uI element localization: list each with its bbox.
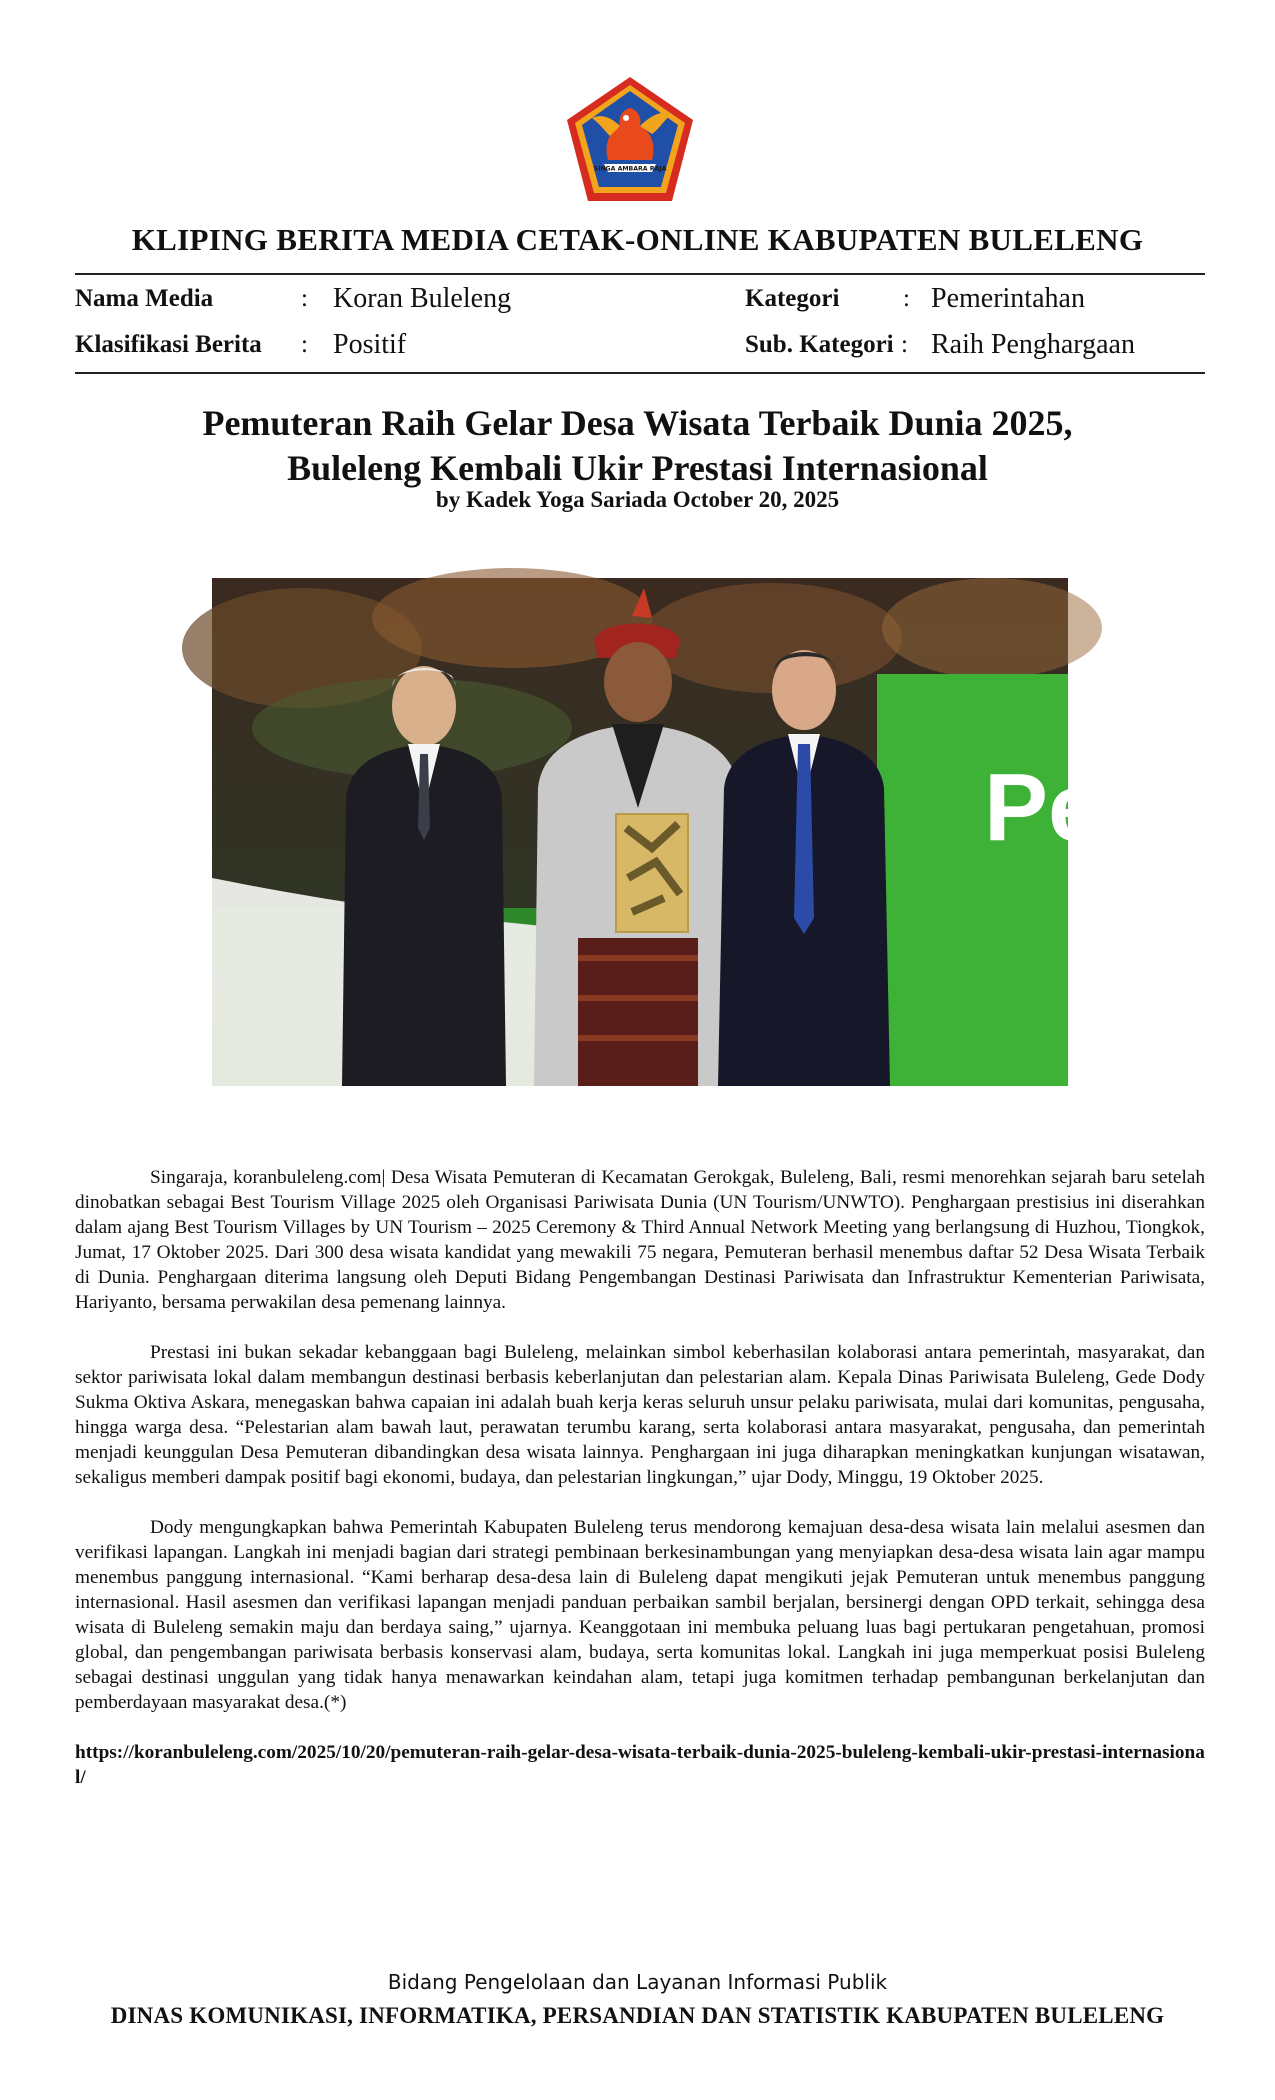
article-paragraph-2: Prestasi ini bukan sekadar kebanggaan bagi Buleleng, melainkan simbol keberhasilan kolaborasi antara pemerintah, masyarakat, dan sektor pariwisata lokal dalam membangun destinasi berbasis keberlanjutan dan pelestarian alam. Kepala Dinas Pariwisata Buleleng, Gede Dody Sukma Oktiva Askara, menegaskan bahwa capaian ini adalah buah kerja keras seluruh unsur pelaku pariwisata, mulai dari komunitas, pengusaha, hingga warga desa. “Pelestarian alam bawah laut, perawatan terumbu karang, serta kolaborasi antara masyarakat, pengusaha, dan pemerintah menjadi keunggulan Desa Pemuteran dibandingkan desa wisata lainnya. Penghargaan ini juga diharapkan meningkatkan kunjungan wisatawan, sekaligus memberi dampak positif bagi ekonomi, budaya, dan pelestarian lingkungan,” ujar Dody, Minggu, 19 Oktober 2025. [75, 1342, 1205, 1488]
kategori-value: Pemerintahan [931, 283, 1085, 314]
media-value: Koran Buleleng [333, 283, 512, 314]
subkategori-label: Sub. Kategori [745, 331, 894, 358]
logo-motto: SINGA AMBARA RAJA [593, 165, 667, 173]
backdrop-screen-text: Pe [984, 754, 1102, 861]
subkategori-colon: : [901, 331, 908, 358]
article-headline-line-2: Buleleng Kembali Ukir Prestasi Internasional [287, 448, 988, 488]
article-paragraph-1: Singaraja, koranbuleleng.com| Desa Wisata Pemuteran di Kecamatan Gerokgak, Buleleng, Bali, resmi menorehkan sejarah baru setelah dinobatkan sebagai Best Tourism Village 2025 oleh Organisasi Pariwisata Dunia (UN Tourism/UNWTO). Penghargaan prestisius ini diserahkan dalam ajang Best Tourism Villages by UN Tourism – 2025 Ceremony & Third Annual Network Meeting yang berlangsung di Huzhou, Tiongkok, Jumat, 17 Oktober 2025. Dari 300 desa wisata kandidat yang mewakili 75 negara, Pemuteran berhasil menembus daftar 52 Desa Wisata Terbaik di Dunia. Penghargaan diterima langsung oleh Deputi Bidang Pengembangan Destinasi Pariwisata dan Infrastruktur Kementerian Pariwisata, Hariyanto, bersama perwakilan desa pemenang lainnya. [75, 1167, 1205, 1313]
media-label: Nama Media [75, 285, 214, 312]
meta-kategori [745, 285, 1205, 319]
klasifikasi-colon: : [301, 331, 308, 358]
article-body [75, 1165, 1205, 1815]
award-ceremony-photo [212, 578, 1102, 1086]
header-bottom-divider [75, 372, 1205, 374]
footer-department: Bidang Pengelolaan dan Layanan Informasi Publik [387, 1970, 888, 1994]
klasifikasi-label: Klasifikasi Berita [75, 331, 262, 358]
kategori-colon: : [903, 285, 910, 312]
document-title: KLIPING BERITA MEDIA CETAK-ONLINE KABUPATEN BULELENG [131, 222, 1144, 257]
header-top-divider [75, 273, 1205, 275]
meta-subkategori [745, 331, 1205, 365]
klasifikasi-value: Positif [333, 329, 407, 360]
subkategori-value: Raih Penghargaan [931, 329, 1135, 360]
article-paragraph-3: Dody mengungkapkan bahwa Pemerintah Kabupaten Buleleng terus mendorong kemajuan desa-desa wisata lain melalui asesmen dan verifikasi lapangan. Langkah ini menjadi bagian dari strategi pembinaan berkesinambungan yang menyiapkan desa-desa wisata lain agar mampu menembus panggung internasional. “Kami berharap desa-desa lain di Buleleng dapat mengikuti jejak Pemuteran untuk menembus panggung internasional. Hasil asesmen dan verifikasi lapangan menjadi panduan perbaikan sambil berjalan, bersinergi dengan OPD terkait, sehingga desa wisata di Buleleng semakin maju dan berdaya saing,” ujarnya. Keanggotaan ini membuka peluang luas bagi pertukaran pengetahuan, promosi global, dan pengembangan pariwisata berbasis konservasi alam, budaya, serta komunitas lokal. Langkah ini juga memperkuat posisi Buleleng sebagai destinasi unggulan yang tidak hanya menawarkan keindahan alam, tetapi juga komitmen terhadap pembangunan berkelanjutan dan pemberdayaan masyarakat desa.(*) [75, 1517, 1205, 1713]
kategori-label: Kategori [745, 285, 840, 312]
media-colon: : [301, 285, 308, 312]
meta-media [75, 285, 575, 319]
article-headline-line-1: Pemuteran Raih Gelar Desa Wisata Terbaik Dunia 2025, [202, 403, 1073, 443]
buleleng-regency-logo [564, 74, 696, 204]
source-link[interactable]: https://koranbuleleng.com/2025/10/20/pemuteran-raih-gelar-desa-wisata-terbaik-dunia-2025-buleleng-kembali-ukir-prestasi-internasional/ [75, 1742, 1205, 1788]
footer-agency: DINAS KOMUNIKASI, INFORMATIKA, PERSANDIAN DAN STATISTIK KABUPATEN BULELENG [110, 2003, 1165, 2028]
meta-klasifikasi [75, 331, 575, 365]
article-byline: by Kadek Yoga Sariada October 20, 2025 [435, 487, 840, 512]
